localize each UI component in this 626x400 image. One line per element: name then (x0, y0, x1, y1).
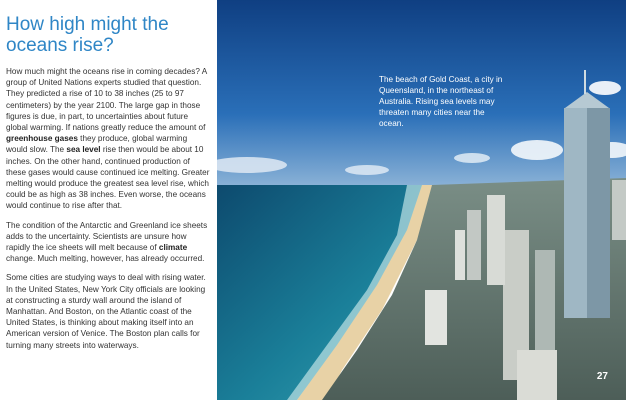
cloud (589, 81, 621, 95)
paragraph-text: How much might the oceans rise in coming decades? A group of United Nations experts studied that question. They predicted a rise of 10 to 38 inches (25 to 97 centimeters) by the year 2100. The large gap in those figures is due, in part, to uncertainties about future global warming. If nations greatly reduce the amount of (6, 67, 207, 133)
cloud (454, 153, 490, 163)
article-body (6, 66, 210, 351)
glossary-term: greenhouse gases (6, 134, 78, 144)
photo-caption: The beach of Gold Coast, a city in Queensland, in the northeast of Australia. Rising sea levels may threaten many cities near the ocean. (379, 75, 503, 128)
cloud (511, 140, 563, 160)
article-column (0, 0, 216, 400)
antenna (584, 70, 586, 94)
tower (425, 290, 447, 345)
paragraph-text: change. Much melting, however, has already occurred. (6, 254, 205, 264)
page-title (6, 14, 210, 56)
article-paragraph (6, 272, 210, 350)
title-line-2: oceans rise? (6, 35, 114, 56)
paragraph-text: The condition of the Antarctic and Greenland ice sheets adds to the uncertainty. Scientists are unsure how rapidly the ice sheets will melt because of (6, 220, 208, 253)
tower (535, 250, 555, 360)
article-paragraph (6, 66, 210, 212)
article-paragraph (6, 220, 210, 265)
paragraph-text: Some cities are studying ways to deal with rising water. In the United States, New York City officials are looking at constructing a sturdy wall around the island of Manhattan. And Boston, on the Atlantic coast of the United States, is thinking about making itself into an American version of Venice. The Boston plan calls for turning many streets into waterways. (6, 273, 206, 350)
tower (455, 230, 465, 280)
tower (487, 195, 505, 285)
skyscraper-shade (587, 108, 610, 318)
paragraph-text: they produce, global warming would slow. The (6, 134, 188, 155)
glossary-term: sea level (66, 145, 101, 155)
tower (612, 180, 626, 240)
paragraph-text: rise then would be about 10 inches. On the other hand, continued production of these gases would cause continued ice melting. Greater melting would produce the greatest sea level rise, which could be as high as 38 inches. Even worse, the oceans would continue to rise after that. (6, 145, 210, 211)
glossary-term: climate (158, 243, 188, 253)
title-line-1: How high might the (6, 14, 169, 35)
gold-coast-illustration (217, 0, 626, 400)
article-title (6, 14, 210, 56)
tower (467, 210, 481, 280)
cloud (345, 165, 389, 175)
page-number: 27 (596, 371, 608, 382)
tower (517, 350, 557, 400)
gold-coast-photo (217, 0, 626, 400)
